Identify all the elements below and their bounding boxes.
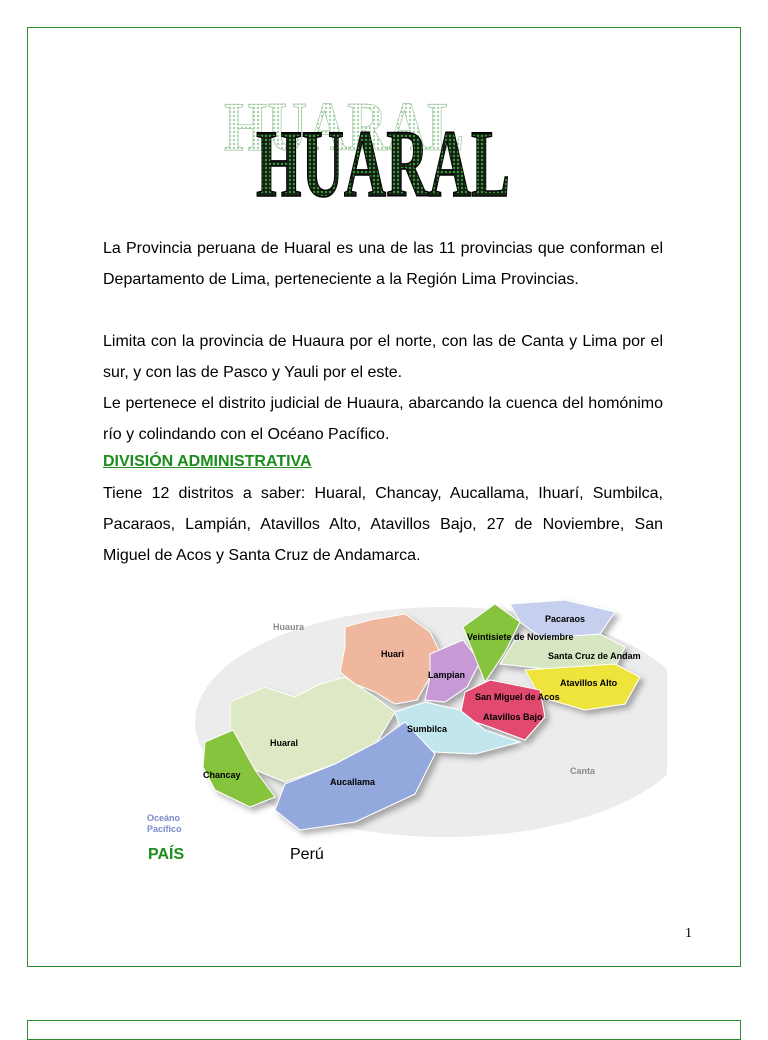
label-aucallama: Aucallama [330, 777, 376, 787]
label-ocean-2: Pacífico [147, 824, 182, 834]
label-chancay: Chancay [203, 770, 241, 780]
label-santa-cruz: Santa Cruz de Andam [548, 651, 641, 661]
intro-paragraph: La Provincia peruana de Huaral es una de las 11 provincias que conforman el Departamento de Lima, perteneciente a la Región Lima Provincias. [103, 240, 663, 288]
label-huari: Huari [381, 649, 405, 659]
label-ocean-1: Oceáno [147, 813, 181, 823]
title-shadow-text: HUARAL [224, 89, 464, 166]
section-heading: DIVISIÓN ADMINISTRATIVA [103, 453, 312, 470]
label-atavillos-bajo: Atavillos Bajo [483, 712, 543, 722]
label-huaral: Huaral [270, 738, 299, 748]
title-main-text: HUARAL [256, 110, 510, 205]
label-lampian: Lampian [428, 670, 466, 680]
title-wordart [220, 50, 520, 205]
label-pacaraos: Pacaraos [545, 614, 586, 624]
next-page-border [27, 1020, 741, 1040]
label-san-miguel: San Miguel de Acos [475, 692, 560, 702]
label-atavillos-alto: Atavillos Alto [560, 678, 618, 688]
districts-map [145, 592, 667, 840]
borders-paragraph: Limita con la provincia de Huaura por el norte, con las de Canta y Lima por el sur, y con las de Pasco y Yauli por el este. [103, 333, 663, 381]
judicial-paragraph: Le pertenece el distrito judicial de Huaura, abarcando la cuenca del homónimo río y colindando con el Océano Pacífico. [103, 395, 663, 443]
page-number: 1 [685, 926, 692, 941]
label-sumbilca: Sumbilca [407, 724, 448, 734]
label-veintisiete: Veintisiete de Noviembre [467, 632, 574, 642]
label-canta: Canta [570, 766, 596, 776]
districts-paragraph: Tiene 12 distritos a saber: Huaral, Chancay, Aucallama, Ihuarí, Sumbilca, Pacaraos, Lampián, Atavillos Alto, Atavillos Bajo, 27 de Noviembre, San Miguel de Acos y Santa Cruz de Andamarca. [103, 485, 663, 564]
country-label: PAÍS [148, 846, 185, 863]
label-huaura: Huaura [273, 622, 305, 632]
country-value: Perú [290, 846, 324, 863]
